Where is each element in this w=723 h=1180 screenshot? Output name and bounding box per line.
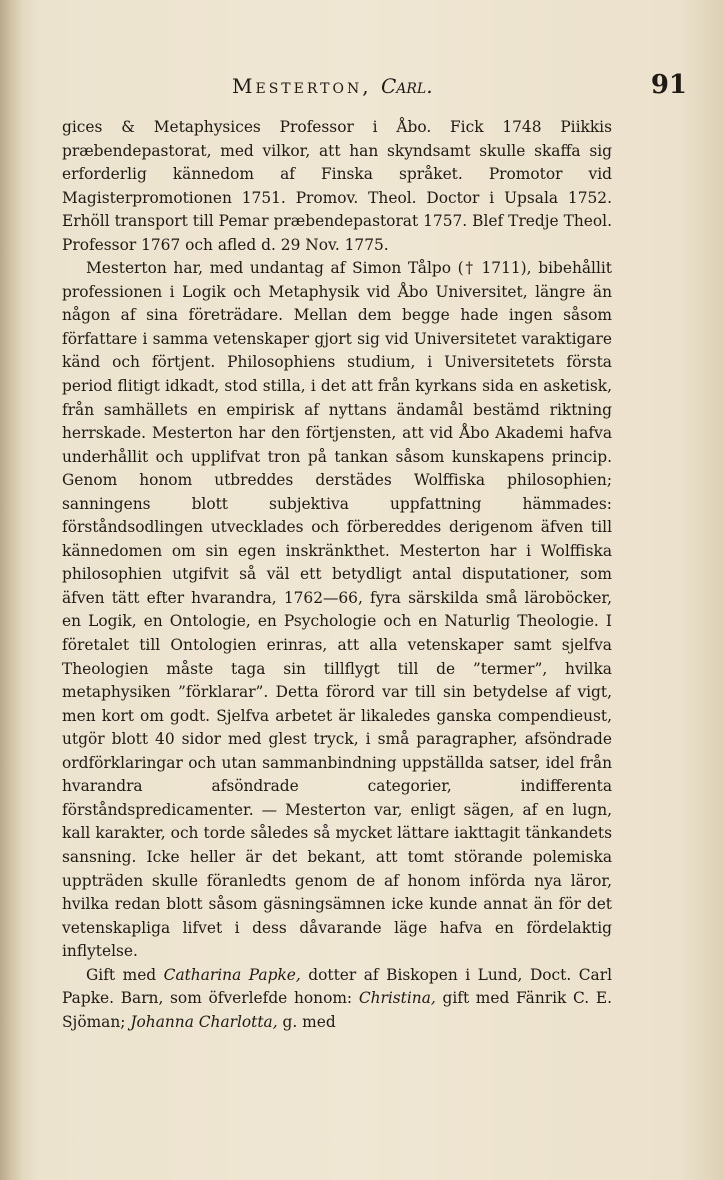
running-head (232, 74, 433, 98)
body-text (62, 116, 612, 1034)
page-header (232, 66, 687, 106)
family-text-3: gift med Fänrik C. E. Sjöman; (62, 989, 612, 1031)
running-head-given-name: Carl. (380, 74, 433, 98)
paragraph-philosophy: Mesterton har, med undantag af Simon Tålpo († 1711), bibehållit professionen i Logik och Metaphysik vid Åbo Universitet, längre än någon af sina företrädare. Mellan dem begge hade ingen såsom författare i samma vetenskaper gjort sig vid Universitetet varaktigare känd och förtjent. Philosophiens studium, i Universitetets första period flitigt idkadt, stod stilla, i det att från kyrkans sida en asketisk, från samhällets en empirisk af nyttans ändamål bestämd riktning herrskade. Mesterton har den förtjensten, att vid Åbo Akademi hafva underhållit och upplifvat tron på tankan såsom kunskapens princip. Genom honom utbreddes derstädes Wolffiska philosophien; sanningens blott subjektiva uppfattning hämmades: förståndsodlingen utvecklades och förbereddes derigenom äfven till kännedomen om sin egen inskränkthet. Mesterton har i Wolffiska philosophien utgifvit så väl ett betydligt antal disputationer, som äfven tätt efter hvarandra, 1762—66, fyra särskilda små läroböcker, en Logik, en Ontologie, en Psychologie och en Naturlig Theologie. I företalet till Ontologien erinras, att alla vetenskaper samt sjelfva Theologien måste taga sin tillflygt till de ”termer”, hvilka metaphysiken ”förklarar”. Detta förord var till sin betydelse af vigt, men kort om godt. Sjelfva arbetet är likaledes ganska compendieust, utgör blott 40 sidor med glest tryck, i små paragrapher, afsöndrade ordförklaringar och utan sammanbindning uppställda satser, idel från hvarandra afsöndrade categorier, indifferenta förståndspredicamenter. — Mesterton var, enligt sägen, af en lugn, kall karakter, och torde således så mycket lättare iakttagit tänkandets sansning. Icke heller är det bekant, att tomt störande polemiska uppträden skulle föranledts genom de af honom införda nya läror, hvilka redan blott såsom gäsningsämnen icke kunde annat än för det vetenskapliga lifvet i dess dåvarande läge hafva en fördelaktig inflytelse. (62, 259, 612, 961)
running-head-surname: Mesterton, (232, 74, 372, 98)
wife-name: Catharina Papke, (163, 965, 301, 984)
paragraph-biography: gices & Metaphysices Professor i Åbo. Fick 1748 Piikkis præbendepastorat, med vilkor, att han skyndsamt skulle skaffa sig erforderlig kännedom af Finska språket. Promotor vid Magisterpromotionen 1751. Promov. Theol. Doctor i Upsala 1752. Erhöll transport till Pemar præbendepastorat 1757. Blef Tredje Theol. Professor 1767 och afled d. 29 Nov. 1775. (62, 118, 612, 254)
page-number: 91 (650, 70, 687, 100)
page-spine-shadow (0, 0, 22, 1180)
child-name-christina: Christina, (358, 989, 436, 1008)
family-text-1: Gift med (86, 965, 164, 984)
family-text-2: dotter af Biskopen i Lund, Doct. Carl Papke. Barn, som öfverlefde honom: (62, 965, 612, 1008)
child-name-johanna: Johanna Charlotta, (130, 1012, 278, 1031)
family-text-4: g. med (277, 1012, 336, 1031)
paragraph-family (62, 964, 612, 1035)
